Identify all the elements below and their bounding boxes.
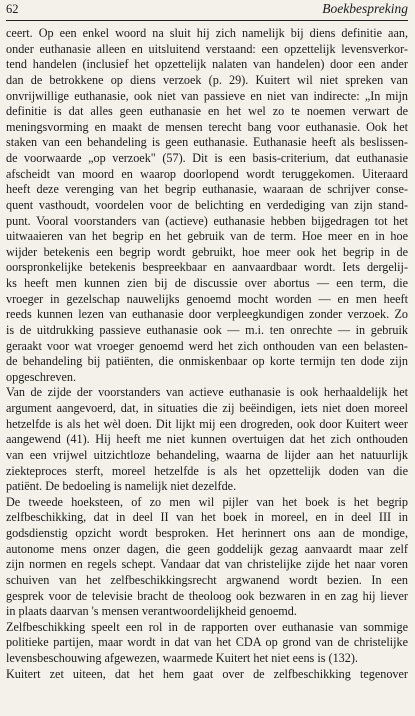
text-line: De tweede hoeksteen, of zo men wil pijler van het boek is het begrip xyxy=(6,494,408,509)
text-line: wijder betekenis een begrip wordt gebruikt, hoe meer ook het begrip in de xyxy=(6,244,408,259)
text-line: oorspronkelijke betekenis bespreekbaar en aanvaardbaar wordt. Iets dergelij- xyxy=(6,260,408,275)
text-line: argument aangevoerd, dat, in situaties die zij beëindigen, iets niet doen moreel xyxy=(6,401,408,415)
text-line: levensbeschouwing afgewezen, waarmede Kuitert het niet eens is (132). xyxy=(6,651,358,665)
text-line: ceert. Op een enkel woord na sluit hij zich namelijk bij diens definitie aan, xyxy=(6,26,408,40)
text-line: zijn normen en regels schept. Vandaar dat van christelijke zijde het naar voren xyxy=(6,557,408,572)
text-line: opgeschreven. xyxy=(6,369,77,384)
text-line: autonome mens onzer dagen, die geen goddelijk gezag aanvaardt maar zelf xyxy=(6,541,408,556)
text-line: punt. Vooral voorstanders van (actieve) euthanasie hebben bijgedragen tot het xyxy=(6,213,408,228)
text-line: tend handelen (inclusief het opzettelijk nalaten van handelen) door een ander xyxy=(6,57,408,72)
text-line: geraakt voor wat vroeger genoemd werd het zich onthouden van een belasten- xyxy=(6,338,408,353)
text-line: de voorwaarde „op verzoek" (57). Dit is een basis-criterium, dat euthanasie xyxy=(6,151,408,165)
text-line: is de uitdrukking passieve euthanasie ook — m.i. ten onrechte — in gebruik xyxy=(6,322,408,337)
paragraph xyxy=(6,385,408,494)
text-line: politieke partijen, maar wordt in dat van het CDA op grond van de christelijke xyxy=(6,635,408,650)
text-line: heeft deze verenging van het begrip euthanasie, waaraan de schrijver conse- xyxy=(6,182,408,197)
paragraph xyxy=(6,495,408,620)
text-line: ziekteproces sterft, moreel hetzelfde is als het opzettelijk doden van die xyxy=(6,463,408,478)
text-line: quent vasthoudt, voordelen voor de belichting en verdediging van zijn stand- xyxy=(6,197,408,212)
text-line: hetzelfde is als het wèl doen. Dit lijkt mij een drogreden, ook door Kuitert weer xyxy=(6,416,408,431)
text-line: in plaats daarvan 's mensen verantwoordelijkheid genoemd. xyxy=(6,604,297,619)
text-line: schuiven van het zelfbeschikkingsrecht argwanend wordt bezien. In een xyxy=(6,572,408,587)
paragraph xyxy=(6,620,408,667)
text-line: patiënt. De bedoeling is namelijk niet dezelfde. xyxy=(6,479,237,494)
text-line: vroeger in gezelschap nauwelijks genoemd mocht worden — en men heeft xyxy=(6,291,408,306)
text-line: van een vrijwel uitzichtloze behandeling, waarna de lijder aan het natuurlijk xyxy=(6,447,408,462)
text-line: gesprek voor de televisie bracht de theoloog ook bezwaren in en zag hij liever xyxy=(6,588,408,603)
text-line: godsdienstig opzicht wordt besproken. Het herinnert ons aan de mondige, xyxy=(6,526,408,540)
page-header xyxy=(6,0,408,20)
text-line: staken van een behandeling is geen euthanasie. Euthanasie heeft als beslissen- xyxy=(6,135,408,150)
text-line: afscheidt van moord en waarop doorlopend wordt teruggekomen. Uiteraard xyxy=(6,166,408,181)
text-line: de behandeling bij patiënten, die onmiskenbaar op korte termijn ten dode zijn xyxy=(6,354,408,369)
running-head: Boekbespreking xyxy=(322,1,408,16)
page-number: 62 xyxy=(6,2,19,16)
text-line: dan de betrokkene op diens verzoek (p. 29). Kuitert wil niet spreken van xyxy=(6,72,408,87)
text-line: Zelfbeschikking speelt een rol in de rapporten over euthanasie van sommige xyxy=(6,619,408,634)
text-line: uitwaaieren van het begrip en het gebruik van de term. Hoe meer en in hoe xyxy=(6,229,408,244)
text-line: ks heeft men kunnen zien bij de discussie over abortus — een term, die xyxy=(6,276,408,290)
text-line: onder euthanasie alleen en uitsluitend verstaand: een opzettelijk levensverkor- xyxy=(6,41,408,56)
text-line: onvrijwillige euthanasie, ook niet van passieve en niet van indirecte: „In mijn xyxy=(6,88,408,103)
text-line: Kuitert zet uiteen, dat het hem gaat over de zelfbeschikking tegenover xyxy=(6,666,408,681)
article-body xyxy=(6,26,408,682)
paragraph xyxy=(6,667,408,683)
header-rule xyxy=(6,20,408,21)
text-line: Van de zijde der voorstanders van actieve euthanasie is ook herhaaldelijk het xyxy=(6,385,408,400)
text-line: definitie is dat alles geen euthanasie en het wel zo te noemen verwart de xyxy=(6,104,408,119)
text-line: reeds kunnen lezen van euthanasie door verpleegkundigen zonder verzoek. Zo xyxy=(6,307,408,322)
paragraph xyxy=(6,26,408,385)
text-line: aangewend (41). Hij heeft me niet kunnen overtuigen dat het zich onthouden xyxy=(6,432,408,447)
text-line: meningsvorming en maakt de mensen terecht bang voor euthanasie. Ook het xyxy=(6,119,408,134)
text-line: zelfbeschikking, dat in deel II van het boek in moreel, en in deel III in xyxy=(6,510,408,525)
